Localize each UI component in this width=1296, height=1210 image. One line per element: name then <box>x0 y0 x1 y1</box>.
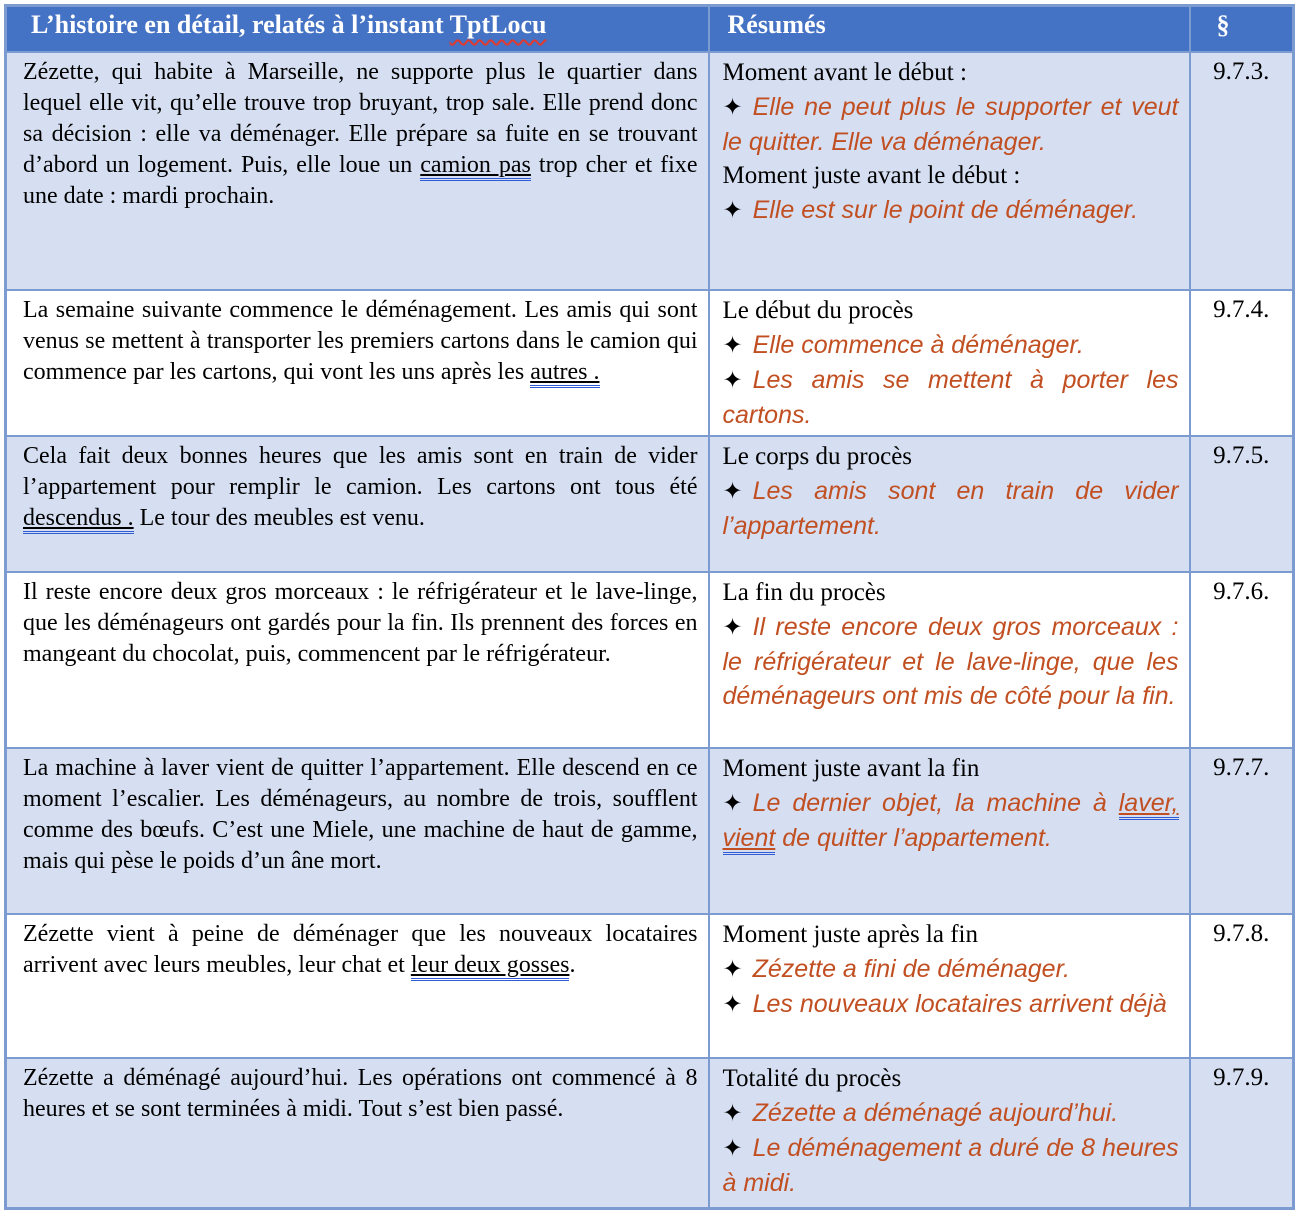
paragraph-ref-cell[interactable]: 9.7.7. <box>1190 748 1294 914</box>
summary-bullet <box>723 987 1179 1022</box>
text-segment: trop cher et fixe une date : mardi prochain. <box>23 152 698 209</box>
summary-bullet <box>723 786 1179 855</box>
summary-bullet <box>723 328 1179 363</box>
text-segment: La machine à laver vient de quitter l’appartement. Elle descend en ce moment l’escalier. Les déménageurs, au nombre de trois, soufflent comme des bœufs. C’est une Miele, une machine de haut de gamme, mais qui pèse le poids d’un âne mort. <box>23 755 698 874</box>
bullet-star-icon: ✦ <box>722 94 743 121</box>
header-story-column <box>6 6 709 53</box>
summary-bullet <box>723 90 1179 159</box>
text-segment: Le dernier objet, la machine à <box>752 789 1119 817</box>
bullet-star-icon: ✦ <box>722 991 743 1018</box>
table-row <box>6 290 1294 436</box>
bullet-star-icon: ✦ <box>722 956 743 983</box>
summary-bullet <box>723 363 1179 432</box>
text-segment: Totalité du procès <box>722 1065 902 1092</box>
text-segment: Cela fait deux bonnes heures que les amis sont en train de vider l’appartement pour remplir le camion. Les cartons ont tous été <box>23 443 698 500</box>
grammar-underlined-text: laver, vient <box>723 789 1179 855</box>
text-segment: Les amis sont en train de vider l’appartement. <box>722 477 1179 540</box>
summary-label <box>723 56 1179 90</box>
text-segment: Il reste encore deux gros morceaux : le réfrigérateur et le lave-linge, que les déménageurs ont mis de côté pour la fin. <box>722 613 1179 710</box>
summary-cell[interactable] <box>709 572 1190 748</box>
bullet-star-icon: ✦ <box>722 614 743 641</box>
text-segment: Elle est sur le point de déménager. <box>752 196 1139 224</box>
text-segment: Moment avant le début : <box>722 59 967 86</box>
story-cell[interactable] <box>6 748 709 914</box>
bullet-star-icon: ✦ <box>722 478 743 505</box>
summary-label <box>723 752 1179 786</box>
bullet-star-icon: ✦ <box>722 367 743 394</box>
summary-label <box>723 159 1179 193</box>
table-row <box>6 436 1294 572</box>
story-cell[interactable] <box>6 572 709 748</box>
text-segment: Moment juste avant le début : <box>722 162 1021 189</box>
text-segment: Les amis se mettent à porter les cartons. <box>722 366 1179 429</box>
summary-cell[interactable] <box>709 436 1190 572</box>
text-segment: Zézette a fini de déménager. <box>752 955 1070 983</box>
paragraph-ref-cell[interactable]: 9.7.6. <box>1190 572 1294 748</box>
summary-cell[interactable] <box>709 748 1190 914</box>
paragraph-ref-cell[interactable]: 9.7.5. <box>1190 436 1294 572</box>
text-segment: La fin du procès <box>722 579 886 606</box>
paragraph-ref-cell[interactable]: 9.7.3. <box>1190 52 1294 290</box>
paragraph-ref-cell[interactable]: 9.7.9. <box>1190 1058 1294 1208</box>
text-segment: Zézette vient à peine de déménager que les nouveaux locataires arrivent avec leurs meubles, leur chat et <box>23 921 698 978</box>
bullet-star-icon: ✦ <box>722 1100 743 1127</box>
text-segment: Elle ne peut plus le supporter et veut le quitter. Elle va déménager. <box>722 93 1179 156</box>
table-row <box>6 572 1294 748</box>
story-summary-table <box>4 4 1295 1210</box>
grammar-underlined-text: leur deux gosses <box>411 952 570 981</box>
grammar-underlined-text: autres . <box>530 359 599 388</box>
story-cell[interactable] <box>6 914 709 1058</box>
story-cell[interactable] <box>6 1058 709 1208</box>
text-segment: de quitter l’appartement. <box>775 824 1052 852</box>
summary-bullet <box>723 1131 1179 1200</box>
table-row <box>6 1058 1294 1208</box>
bullet-star-icon: ✦ <box>722 790 743 817</box>
text-segment: . <box>569 952 576 978</box>
summary-cell[interactable] <box>709 914 1190 1058</box>
bullet-star-icon: ✦ <box>722 197 743 224</box>
grammar-underlined-text: descendus . <box>23 505 134 534</box>
text-segment: Le déménagement a duré de 8 heures à midi. <box>722 1134 1179 1197</box>
paragraph-ref-cell[interactable]: 9.7.4. <box>1190 290 1294 436</box>
paragraph-ref-cell[interactable]: 9.7.8. <box>1190 914 1294 1058</box>
text-segment: Il reste encore deux gros morceaux : le réfrigérateur et le lave-linge, que les déménageurs ont gardés pour la fin. Ils prennent des forces en mangeant du chocolat, puis, commencent par le réfrigérateur. <box>23 579 698 667</box>
bullet-star-icon: ✦ <box>722 332 743 359</box>
summary-cell[interactable] <box>709 1058 1190 1208</box>
text-segment: Elle commence à déménager. <box>752 331 1084 359</box>
summary-label <box>723 918 1179 952</box>
grammar-underlined-text: camion pas <box>420 152 531 181</box>
text-segment: Le tour des meubles est venu. <box>133 505 425 531</box>
summary-bullet <box>723 474 1179 543</box>
text-segment: Zézette a déménagé aujourd’hui. <box>752 1099 1119 1127</box>
text-segment: Zézette a déménagé aujourd’hui. Les opérations ont commencé à 8 heures et se sont terminées à midi. Tout s’est bien passé. <box>23 1065 698 1122</box>
text-segment: Moment juste après la fin <box>722 921 978 948</box>
text-segment: Zézette, qui habite à Marseille, ne supporte plus le quartier dans lequel elle vit, qu’elle trouve trop bruyant, trop sale. Elle prend donc sa décision : elle va déménager. Elle prépare sa fuite en se trouvant d’abord un logement. Puis, elle loue un <box>23 59 698 178</box>
text-segment: Le début du procès <box>722 297 914 324</box>
summary-label <box>723 440 1179 474</box>
header-section-column: § <box>1190 6 1294 53</box>
bullet-star-icon: ✦ <box>722 1135 743 1162</box>
summary-label <box>723 1062 1179 1096</box>
header-story-text: L’histoire en détail, relatés à l’instant <box>31 10 450 39</box>
summary-bullet <box>723 610 1179 713</box>
story-cell[interactable] <box>6 52 709 290</box>
text-segment: Les nouveaux locataires arrivent déjà <box>752 990 1167 1018</box>
summary-label <box>723 294 1179 328</box>
summary-bullet <box>723 952 1179 987</box>
story-cell[interactable] <box>6 290 709 436</box>
summary-cell[interactable] <box>709 52 1190 290</box>
table-body <box>6 52 1294 1208</box>
text-segment: Moment juste avant la fin <box>722 755 980 782</box>
text-segment: La semaine suivante commence le déménagement. Les amis qui sont venus se mettent à transporter les premiers cartons dans le camion qui commence par les cartons, qui vont les uns après les <box>23 297 698 385</box>
table-row <box>6 748 1294 914</box>
summary-bullet <box>723 1096 1179 1131</box>
header-summaries-column: Résumés <box>709 6 1190 53</box>
summary-label <box>723 576 1179 610</box>
summary-cell[interactable] <box>709 290 1190 436</box>
text-segment: Le corps du procès <box>722 443 913 470</box>
table-row <box>6 914 1294 1058</box>
header-row <box>6 6 1294 53</box>
table-row <box>6 52 1294 290</box>
summary-bullet <box>723 193 1179 228</box>
misspelled-word: TptLocu <box>449 10 547 39</box>
story-cell[interactable] <box>6 436 709 572</box>
